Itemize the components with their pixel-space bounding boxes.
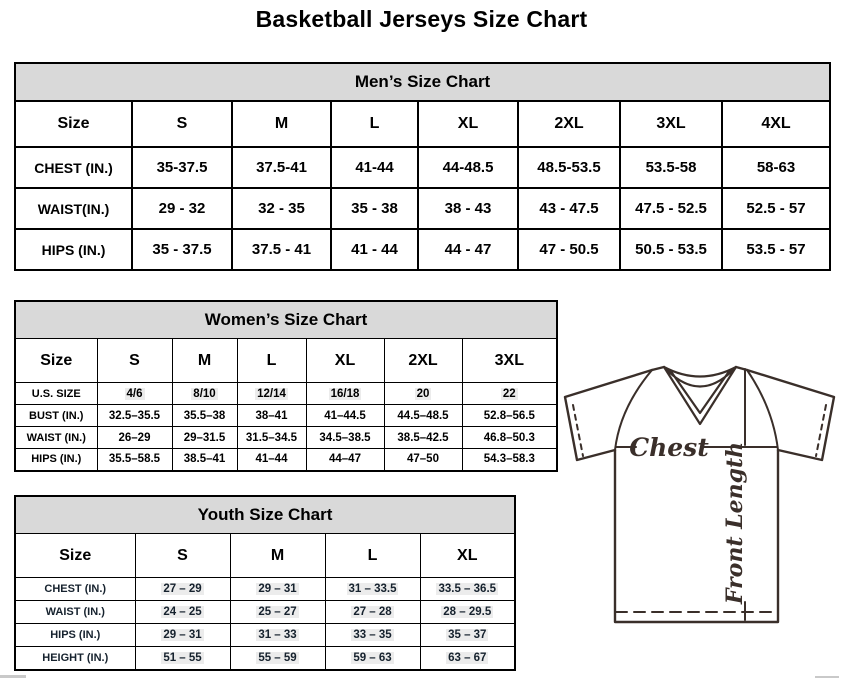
cell [325, 624, 420, 647]
cell-value: 55 – 59 [258, 651, 297, 664]
scrollbar-artifact [815, 676, 839, 678]
cell-value: 29 – 31 [258, 583, 297, 595]
row-label: HIPS (IN.) [15, 449, 97, 471]
column-header: Size [15, 101, 132, 147]
cell: 38.5–41 [172, 449, 237, 471]
cell: 35.5–58.5 [97, 449, 172, 471]
jersey-collar [664, 367, 736, 424]
cell [237, 383, 306, 405]
column-header: 2XL [518, 101, 620, 147]
row-label: CHEST (IN.) [15, 147, 132, 188]
cell: 58-63 [722, 147, 830, 188]
cell [135, 578, 230, 601]
cell: 44 - 47 [418, 229, 518, 270]
cell: 31.5–34.5 [237, 427, 306, 449]
row-label: CHEST (IN.) [15, 578, 135, 601]
cell-value: 29 – 31 [163, 629, 202, 641]
column-header: 3XL [462, 339, 557, 383]
cell [420, 624, 515, 647]
row-label: BUST (IN.) [15, 405, 97, 427]
cell: 26–29 [97, 427, 172, 449]
cell-value: 33 – 35 [353, 629, 392, 641]
cell: 53.5-58 [620, 147, 722, 188]
cell: 34.5–38.5 [306, 427, 384, 449]
cell [462, 383, 557, 405]
table-row [15, 647, 515, 670]
table-row [15, 449, 557, 471]
cell [420, 647, 515, 670]
front-length-label: Front Length [722, 441, 748, 605]
cell-value: 8/10 [193, 387, 216, 400]
cell-value: 27 – 29 [163, 583, 202, 595]
cell-value: 12/14 [257, 387, 286, 400]
cell-value: 33.5 – 36.5 [438, 583, 497, 595]
cell: 35-37.5 [132, 147, 232, 188]
cell: 44.5–48.5 [384, 405, 462, 427]
cell: 53.5 - 57 [722, 229, 830, 270]
table-row [15, 601, 515, 624]
page-title: Basketball Jerseys Size Chart [255, 6, 588, 32]
cell [230, 624, 325, 647]
row-label: HIPS (IN.) [15, 624, 135, 647]
mens-size-table [14, 62, 831, 271]
cell: 44-48.5 [418, 147, 518, 188]
column-header: S [135, 534, 230, 578]
cell-value: 22 [502, 387, 516, 400]
table-row [15, 188, 830, 229]
cell [384, 383, 462, 405]
youth-size-table [14, 495, 516, 671]
table-row [15, 383, 557, 405]
mens-table-title: Men’s Size Chart [15, 63, 830, 101]
youth-table-title: Youth Size Chart [15, 496, 515, 534]
cell [230, 578, 325, 601]
column-header: M [172, 339, 237, 383]
cell: 44–47 [306, 449, 384, 471]
column-header: L [331, 101, 418, 147]
cell: 35.5–38 [172, 405, 237, 427]
cell: 48.5-53.5 [518, 147, 620, 188]
cell: 29 - 32 [132, 188, 232, 229]
cell-value: 16/18 [330, 387, 360, 400]
column-header: S [97, 339, 172, 383]
cell: 32.5–35.5 [97, 405, 172, 427]
cell-value: 4/6 [126, 387, 143, 400]
table-row [15, 339, 557, 383]
cell [420, 578, 515, 601]
column-header: M [232, 101, 331, 147]
row-label: HIPS (IN.) [15, 229, 132, 270]
scrollbar-artifact [0, 675, 26, 678]
table-row [15, 63, 830, 101]
cell [135, 601, 230, 624]
cell [135, 624, 230, 647]
womens-size-table [14, 300, 558, 472]
table-row [15, 147, 830, 188]
column-header: 4XL [722, 101, 830, 147]
cell-value: 35 – 37 [448, 629, 487, 641]
column-header: XL [306, 339, 384, 383]
cell-value: 31 – 33 [258, 629, 297, 641]
cell: 41 - 44 [331, 229, 418, 270]
row-label: WAIST(IN.) [15, 188, 132, 229]
cell: 37.5-41 [232, 147, 331, 188]
cell [325, 647, 420, 670]
cell: 38 - 43 [418, 188, 518, 229]
cell: 29–31.5 [172, 427, 237, 449]
cell [306, 383, 384, 405]
cell-value: 28 – 29.5 [443, 606, 492, 618]
table-row [15, 578, 515, 601]
cell: 52.8–56.5 [462, 405, 557, 427]
column-header: Size [15, 534, 135, 578]
column-header: S [132, 101, 232, 147]
cell: 32 - 35 [232, 188, 331, 229]
cell: 35 - 38 [331, 188, 418, 229]
column-header: 2XL [384, 339, 462, 383]
cell: 41–44.5 [306, 405, 384, 427]
cell [172, 383, 237, 405]
cell [230, 601, 325, 624]
cell-value: 25 – 27 [258, 606, 297, 618]
cell: 52.5 - 57 [722, 188, 830, 229]
row-label: U.S. SIZE [15, 383, 97, 405]
cell: 35 - 37.5 [132, 229, 232, 270]
cell: 54.3–58.3 [462, 449, 557, 471]
column-header: M [230, 534, 325, 578]
row-label: HEIGHT (IN.) [15, 647, 135, 670]
cell: 41-44 [331, 147, 418, 188]
table-row [15, 624, 515, 647]
table-row [15, 101, 830, 147]
table-row [15, 427, 557, 449]
cell [135, 647, 230, 670]
cell: 43 - 47.5 [518, 188, 620, 229]
column-header: L [325, 534, 420, 578]
cell: 41–44 [237, 449, 306, 471]
cell: 50.5 - 53.5 [620, 229, 722, 270]
cell [420, 601, 515, 624]
cell [97, 383, 172, 405]
table-row [15, 496, 515, 534]
cell [230, 647, 325, 670]
womens-table-title: Women’s Size Chart [15, 301, 557, 339]
table-row [15, 229, 830, 270]
row-label: WAIST (IN.) [15, 427, 97, 449]
cell-value: 63 – 67 [448, 651, 487, 664]
column-header: 3XL [620, 101, 722, 147]
column-header: Size [15, 339, 97, 383]
table-row [15, 301, 557, 339]
column-header: XL [420, 534, 515, 578]
cell-value: 51 – 55 [163, 651, 202, 664]
cell-value: 59 – 63 [353, 651, 392, 664]
cell [325, 601, 420, 624]
cell: 47 - 50.5 [518, 229, 620, 270]
column-header: L [237, 339, 306, 383]
cell-value: 31 – 33.5 [348, 583, 397, 595]
chest-label: Chest [629, 433, 709, 462]
cell: 38.5–42.5 [384, 427, 462, 449]
cell-value: 27 – 28 [353, 606, 392, 618]
cell: 37.5 - 41 [232, 229, 331, 270]
cell [325, 578, 420, 601]
table-row [15, 405, 557, 427]
cell-value: 20 [416, 387, 430, 400]
cell: 47–50 [384, 449, 462, 471]
jersey-diagram [556, 360, 843, 626]
column-header: XL [418, 101, 518, 147]
cell-value: 24 – 25 [163, 606, 202, 618]
jersey-body-outline [615, 450, 778, 622]
cell: 47.5 - 52.5 [620, 188, 722, 229]
cell: 38–41 [237, 405, 306, 427]
row-label: WAIST (IN.) [15, 601, 135, 624]
cell: 46.8–50.3 [462, 427, 557, 449]
table-row [15, 534, 515, 578]
